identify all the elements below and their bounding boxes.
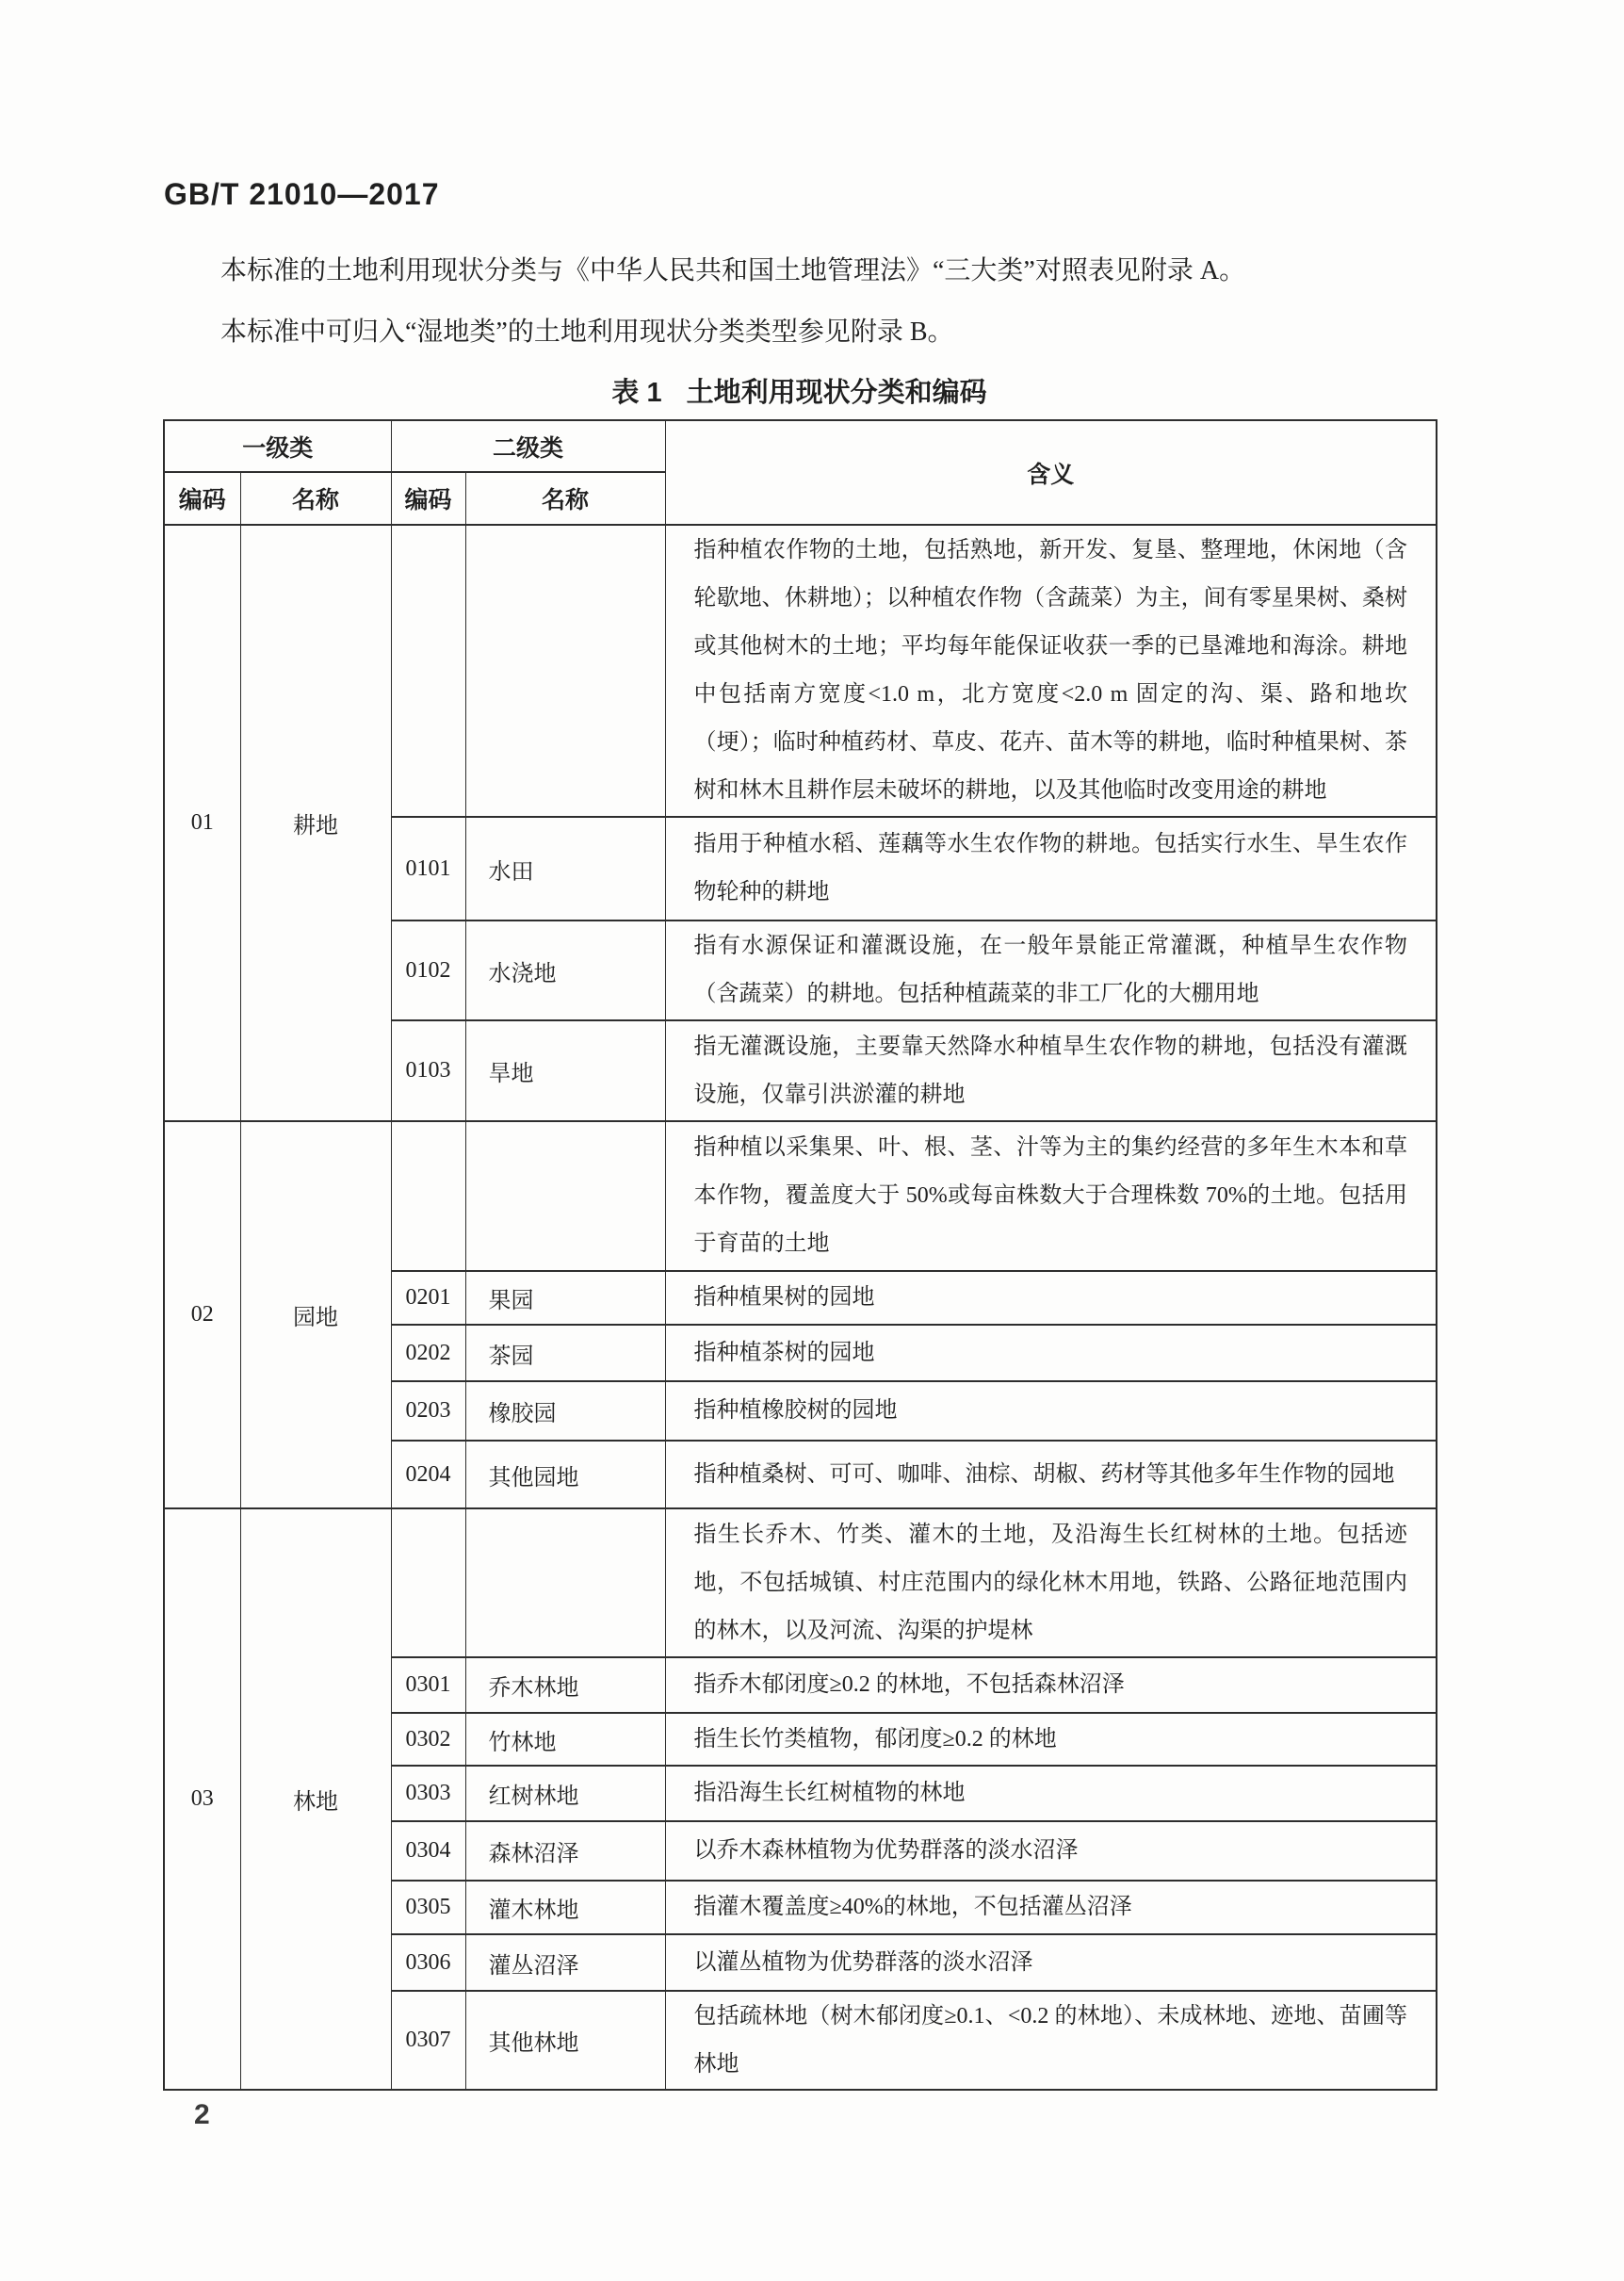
- l2-code-cell: 0301: [391, 1657, 465, 1713]
- meaning-cell: 指灌木覆盖度≥40%的林地，不包括灌丛沼泽: [665, 1881, 1437, 1934]
- l2-code-cell-empty: [391, 525, 465, 817]
- meaning-cell: 指有水源保证和灌溉设施，在一般年景能正常灌溉，种植旱生农作物（含蔬菜）的耕地。包括种植蔬菜的非工厂化的大棚用地: [665, 921, 1437, 1020]
- l2-code-cell: 0203: [391, 1381, 465, 1441]
- l2-name-cell: 橡胶园: [465, 1381, 665, 1441]
- l2-code-cell: 0307: [391, 1991, 465, 2090]
- meaning-cell: 以灌丛植物为优势群落的淡水沼泽: [665, 1934, 1437, 1991]
- l2-name-cell: 果园: [465, 1271, 665, 1325]
- l2-name-cell-empty: [465, 1121, 665, 1271]
- l2-name-cell-empty: [465, 525, 665, 817]
- l1-name-cell: 林地: [240, 1508, 391, 2090]
- l2-code-cell: 0202: [391, 1325, 465, 1381]
- l2-code-cell: 0204: [391, 1441, 465, 1508]
- l2-code-cell: 0303: [391, 1766, 465, 1821]
- l2-name-cell: 竹林地: [465, 1713, 665, 1766]
- th-meaning: 含义: [665, 420, 1437, 525]
- meaning-cell: 指用于种植水稻、莲藕等水生农作物的耕地。包括实行水生、旱生农作物轮种的耕地: [665, 817, 1437, 921]
- th-l2-code: 编码: [391, 472, 465, 525]
- l2-name-cell: 其他园地: [465, 1441, 665, 1508]
- l2-name-cell: 灌木林地: [465, 1881, 665, 1934]
- l2-name-cell: 水田: [465, 817, 665, 921]
- meaning-cell: 指乔木郁闭度≥0.2 的林地，不包括森林沼泽: [665, 1657, 1437, 1713]
- l2-name-cell: 森林沼泽: [465, 1821, 665, 1881]
- definition-cell: 指生长乔木、竹类、灌木的土地，及沿海生长红树林的土地。包括迹地，不包括城镇、村庄范围内的绿化林木用地，铁路、公路征地范围内的林木，以及河流、沟渠的护堤林: [665, 1508, 1437, 1657]
- meaning-cell: 指沿海生长红树植物的林地: [665, 1766, 1437, 1821]
- l2-code-cell: 0305: [391, 1881, 465, 1934]
- l2-name-cell: 旱地: [465, 1020, 665, 1121]
- l2-name-cell-empty: [465, 1508, 665, 1657]
- l2-name-cell: 红树林地: [465, 1766, 665, 1821]
- table-row: [164, 1508, 1437, 1657]
- l2-name-cell: 其他林地: [465, 1991, 665, 2090]
- meaning-cell: 指种植橡胶树的园地: [665, 1381, 1437, 1441]
- th-level2-group: 二级类: [391, 420, 665, 472]
- page-number: 2: [194, 2099, 210, 2130]
- th-l1-code: 编码: [164, 472, 240, 525]
- l2-code-cell-empty: [391, 1508, 465, 1657]
- l1-name-cell: 园地: [240, 1121, 391, 1508]
- th-l1-name: 名称: [240, 472, 391, 525]
- l2-name-cell: 灌丛沼泽: [465, 1934, 665, 1991]
- meaning-cell: 指种植茶树的园地: [665, 1325, 1437, 1381]
- intro-paragraph-2: 本标准中可归入“湿地类”的土地利用现状分类类型参见附录 B。: [220, 318, 954, 347]
- l1-code-cell: 02: [164, 1121, 240, 1508]
- table-row: [164, 525, 1437, 817]
- definition-cell: 指种植以采集果、叶、根、茎、汁等为主的集约经营的多年生木本和草本作物，覆盖度大于 50%或每亩株数大于合理株数 70%的土地。包括用于育苗的土地: [665, 1121, 1437, 1271]
- l2-code-cell: 0103: [391, 1020, 465, 1121]
- land-use-classification-table: [163, 419, 1437, 2091]
- meaning-cell: 指种植桑树、可可、咖啡、油棕、胡椒、药材等其他多年生作物的园地: [665, 1441, 1437, 1508]
- table-title-text: 土地利用现状分类和编码: [686, 378, 987, 408]
- l1-code-cell: 01: [164, 525, 240, 1121]
- l1-name-cell: 耕地: [240, 525, 391, 1121]
- l1-code-cell: 03: [164, 1508, 240, 2090]
- l2-code-cell-empty: [391, 1121, 465, 1271]
- table-title-label: 表 1: [611, 378, 662, 408]
- table-row: [164, 1121, 1437, 1271]
- l2-code-cell: 0302: [391, 1713, 465, 1766]
- meaning-cell: 以乔木森林植物为优势群落的淡水沼泽: [665, 1821, 1437, 1881]
- l2-code-cell: 0306: [391, 1934, 465, 1991]
- meaning-cell: 指无灌溉设施，主要靠天然降水种植旱生农作物的耕地，包括没有灌溉设施，仅靠引洪淤灌的耕地: [665, 1020, 1437, 1121]
- definition-cell: 指种植农作物的土地，包括熟地，新开发、复垦、整理地，休闲地（含轮歇地、休耕地）；以种植农作物（含蔬菜）为主，间有零星果树、桑树或其他树木的土地；平均每年能保证收获一季的已垦滩地和海涂。耕地中包括南方宽度<1.0 m，北方宽度<2.0 m 固定的沟、渠、路和地坎（埂）；临时种植药材、草皮、花卉、苗木等的耕地，临时种植果树、茶树和林木且耕作层未破坏的耕地，以及其他临时改变用途的耕地: [665, 525, 1437, 817]
- l2-code-cell: 0201: [391, 1271, 465, 1325]
- l2-name-cell: 茶园: [465, 1325, 665, 1381]
- intro-paragraph-1: 本标准的土地利用现状分类与《中华人民共和国土地管理法》“三大类”对照表见附录 A。: [220, 256, 1246, 285]
- standard-number: GB/T 21010—2017: [164, 177, 440, 211]
- l2-name-cell: 乔木林地: [465, 1657, 665, 1713]
- th-l2-name: 名称: [465, 472, 665, 525]
- l2-code-cell: 0102: [391, 921, 465, 1020]
- meaning-cell: 指种植果树的园地: [665, 1271, 1437, 1325]
- meaning-cell: 指生长竹类植物，郁闭度≥0.2 的林地: [665, 1713, 1437, 1766]
- l2-name-cell: 水浇地: [465, 921, 665, 1020]
- l2-code-cell: 0304: [391, 1821, 465, 1881]
- meaning-cell: 包括疏林地（树木郁闭度≥0.1、<0.2 的林地）、未成林地、迹地、苗圃等林地: [665, 1991, 1437, 2090]
- table-title: [163, 371, 1436, 410]
- l2-code-cell: 0101: [391, 817, 465, 921]
- th-level1-group: 一级类: [164, 420, 391, 472]
